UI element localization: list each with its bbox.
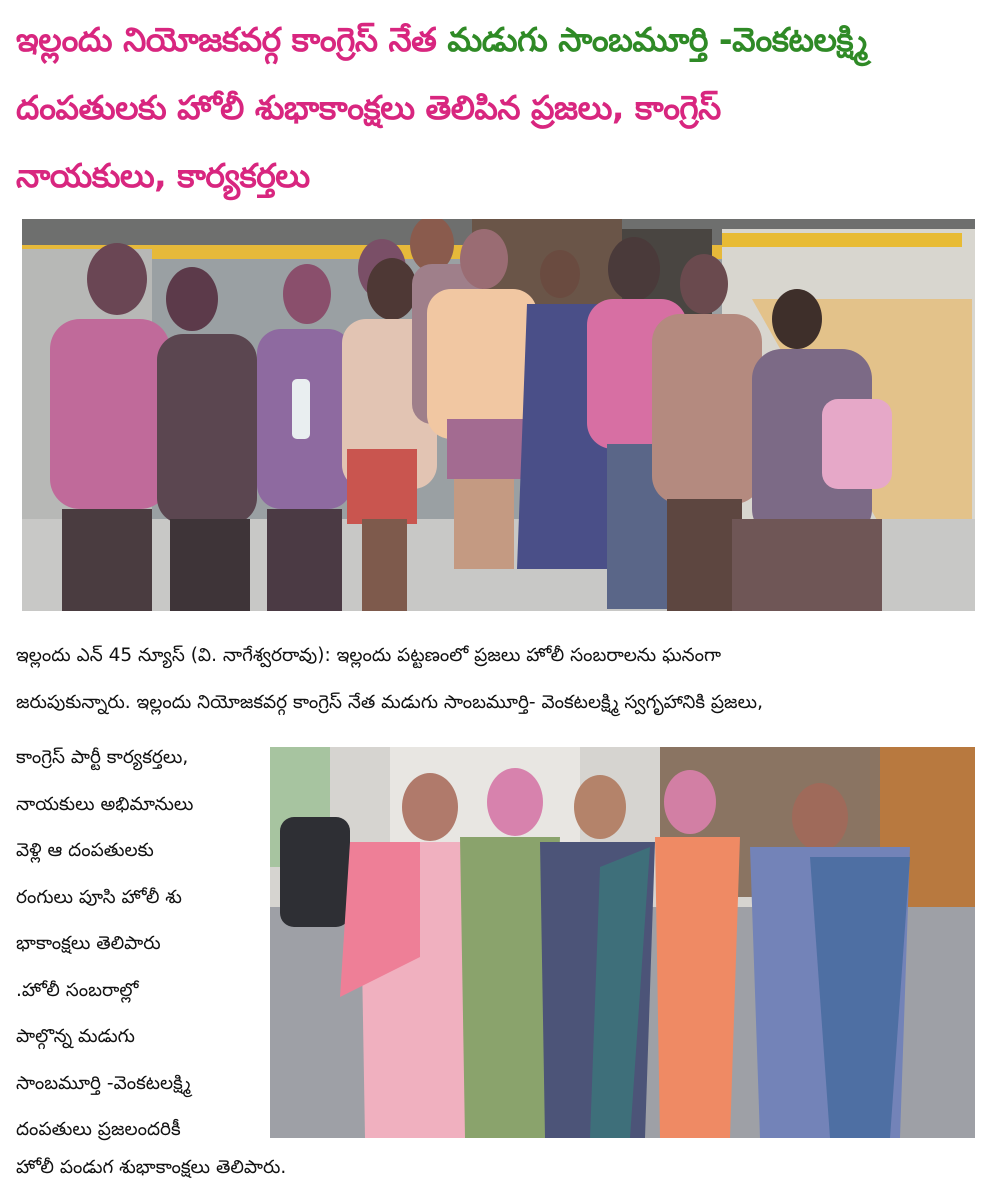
article-last-line: హోలీ పండుగ శుభాకాంక్షలు తెలిపారు. [16,1157,287,1178]
article-col-line: పాల్గొన్న మడుగు [16,1026,135,1047]
article-col-line: సాంబమూర్తి -వెంకటలక్ష్మి [16,1072,191,1094]
article-col-line: కాంగ్రెస్ పార్టీ కార్యకర్తలు, [16,747,189,768]
article-col-line: నాయకులు అభిమానులు [16,793,194,815]
headline [16,6,986,210]
headline-line-2: దంపతులకు హోలీ శుభాకాంక్షలు తెలిపిన ప్రజలు, కాంగ్రెస్ [16,88,721,127]
women-holi-photo [270,747,975,1138]
article-col-line: దంపతులు ప్రజలందరికీ [16,1119,181,1140]
headline-line-1 [16,6,986,74]
holi-group-photo [22,219,975,611]
article-col-line: రంగులు పూసి హోలీ శు [16,886,182,908]
article-column-text [16,735,261,1154]
headline-name: మడుగు సాంబమూర్తి -వెంకటలక్ష్మి [447,20,867,59]
article-line-2: జరుపుకున్నారు. ఇల్లందు నియోజకవర్గ కాంగ్రెస్ నేత మడుగు సాంబమూర్తి- వెంకటలక్ష్మి స్వగృహానికి ప్రజలు, [16,692,763,713]
headline-text-1: ఇల్లందు నియోజకవర్గ కాంగ్రెస్ నేత [16,20,448,59]
headline-line-3: నాయకులు, కార్యకర్తలు [16,156,310,195]
article-col-line: భాకాంక్షలు తెలిపారు [16,933,161,954]
article-col-line: .హోలీ సంబరాల్లో [16,979,139,1001]
article-col-line: వెళ్లి ఆ దంపతులకు [16,840,154,861]
article-line-1: ఇల్లందు ఎన్ 45 న్యూస్ (వి. నాగేశ్వరరావు): ఇల్లందు పట్టణంలో ప్రజలు హోలీ సంబరాలను ఘనంగా [16,645,722,666]
